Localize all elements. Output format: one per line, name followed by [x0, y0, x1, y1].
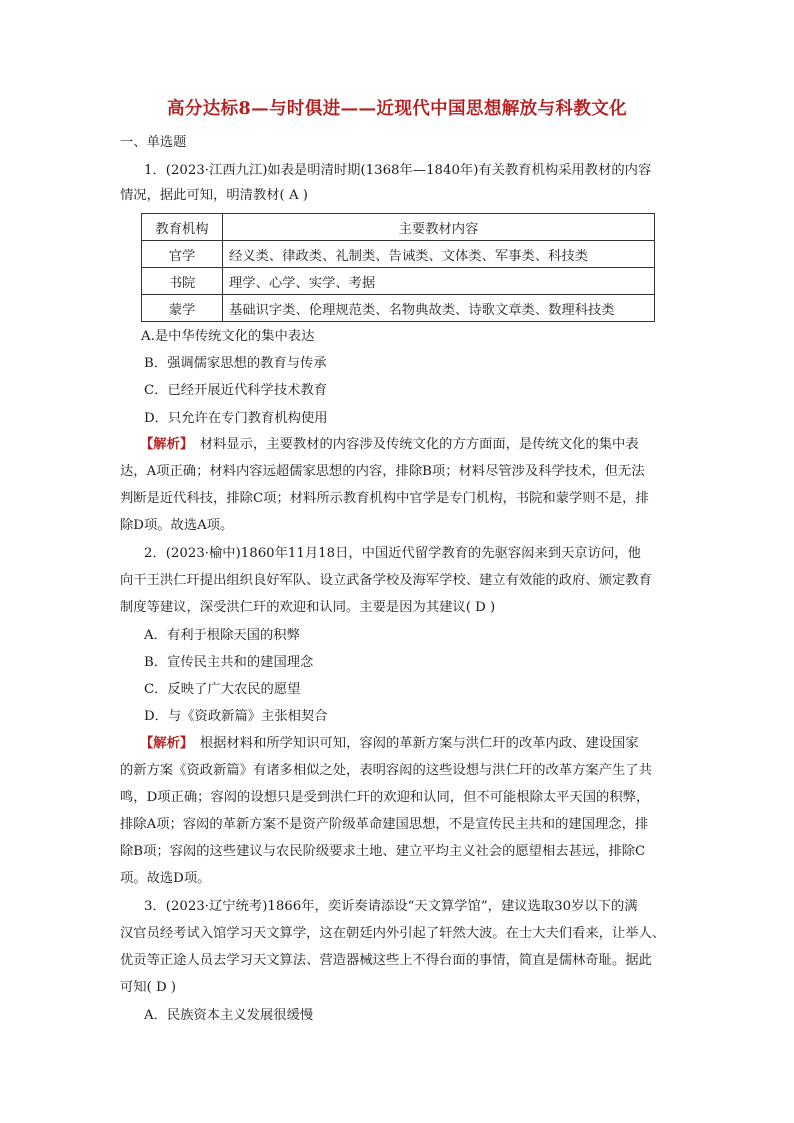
q1-analysis-line — [140, 436, 639, 454]
table-cell: 经义类、律政类、礼制类、告诫类、文体类、军事类、科技类 — [223, 241, 655, 268]
page-title: 高分达标8—与时俱进——近现代中国思想解放与科教文化 — [166, 99, 628, 119]
q3-stem-line: 优贡等正途人员去学习天文算法、营造器械这些上不得台面的事情，简直是儒林奇耻。据此 — [120, 953, 652, 968]
q1-option-a: A.是中华传统文化的集中表达 — [141, 329, 315, 344]
analysis-text: 根据材料和所学知识可知，容闳的革新方案与洪仁玕的改革内政、建设国家 — [186, 736, 639, 751]
table-cell: 书院 — [142, 268, 223, 295]
q2-stem-line: 制度等建议，深受洪仁玕的欢迎和认同。主要是因为其建议( D ) — [120, 600, 496, 615]
table-row — [142, 295, 655, 322]
q1-stem-line: 1．(2023·江西九江)如表是明清时期(1368年—1840年)有关教育机构采用教材的内容 — [144, 163, 652, 178]
q1-option-c: C．已经开展近代科学技术教育 — [144, 383, 328, 398]
q1-table — [141, 213, 655, 322]
analysis-text: 材料显示，主要教材的内容涉及传统文化的方方面面，是传统文化的集中表 — [186, 437, 639, 452]
q3-stem-line: 汉官员经考试入馆学习天文算学，这在朝廷内外引起了轩然大波。在士大夫们看来，让举人、 — [120, 926, 666, 941]
section-heading: 一、单选题 — [120, 135, 187, 150]
q2-analysis-line: 的新方案《资政新篇》有诸多相似之处，表明容闳的这些设想与洪仁玕的改革方案产生了共 — [120, 763, 652, 778]
table-header-cell: 教育机构 — [142, 214, 223, 241]
q2-stem-line: 2．(2023·榆中)1860年11月18日，中国近代留学教育的先驱容闳来到天京访问，他 — [144, 546, 641, 561]
q1-analysis-line: 达，A项正确；材料内容远超儒家思想的内容，排除B项；材料尽管涉及科学技术，但无法 — [120, 464, 645, 479]
q2-stem-line: 向干王洪仁玕提出组织良好军队、设立武备学校及海军学校、建立有效能的政府、颁定教育 — [120, 573, 652, 588]
q2-option-a: A．有利于根除天国的积弊 — [144, 628, 300, 643]
table-cell: 蒙学 — [142, 295, 223, 322]
table-header-row — [142, 214, 655, 241]
q2-analysis-line — [140, 735, 639, 753]
q1-analysis-line: 除D项。故选A项。 — [120, 518, 234, 533]
q2-analysis-line: 除B项；容闳的这些建议与农民阶级要求土地、建立平均主义社会的愿望相去甚远，排除C — [120, 844, 646, 859]
q2-option-b: B．宣传民主共和的建国理念 — [144, 655, 314, 670]
table-header-cell: 主要教材内容 — [223, 214, 655, 241]
q2-analysis-line: 鸣，D项正确；容闳的设想只是受到洪仁玕的欢迎和认同，但不可能根除太平天国的积弊， — [120, 790, 650, 805]
q2-analysis-line: 项。故选D项。 — [120, 871, 211, 886]
analysis-label: 【解析】 — [140, 437, 187, 452]
q2-analysis-line: 排除A项；容闳的革新方案不是资产阶级革命建国思想，不是宣传民主共和的建国理念，排 — [120, 817, 649, 832]
table-cell: 基础识字类、伦理规范类、名物典故类、诗歌文章类、数理科技类 — [223, 295, 655, 322]
q1-option-b: B．强调儒家思想的教育与传承 — [144, 356, 327, 371]
q1-stem-line: 情况，据此可知，明清教材( A ) — [120, 188, 308, 203]
q1-option-d: D．只允许在专门教育机构使用 — [144, 411, 328, 426]
table-cell: 官学 — [142, 241, 223, 268]
analysis-label: 【解析】 — [140, 736, 187, 751]
q2-option-c: C．反映了广大农民的愿望 — [144, 682, 301, 697]
table-cell: 理学、心学、实学、考据 — [223, 268, 655, 295]
table-row — [142, 241, 655, 268]
q3-stem-line: 3．(2023·辽宁统考)1866年，奕䜣奏请添设“天文算学馆”，建议选取30岁以下的满 — [144, 899, 638, 914]
q3-stem-line: 可知( D ) — [120, 980, 177, 995]
q1-analysis-line: 判断是近代科技，排除C项；材料所示教育机构中官学是专门机构，书院和蒙学则不是，排 — [120, 491, 649, 506]
table-row — [142, 268, 655, 295]
q2-option-d: D．与《资政新篇》主张相契合 — [144, 709, 328, 724]
q3-option-a: A．民族资本主义发展很缓慢 — [144, 1008, 314, 1023]
